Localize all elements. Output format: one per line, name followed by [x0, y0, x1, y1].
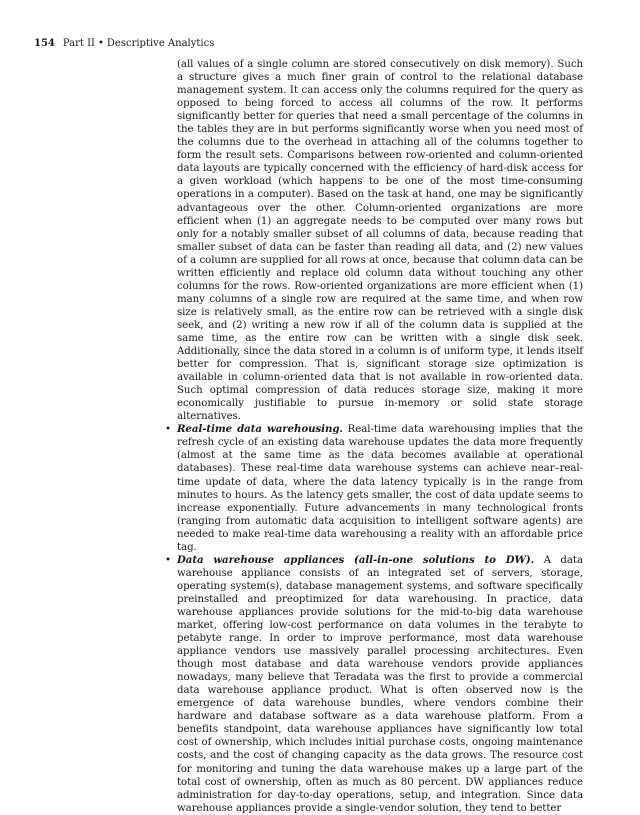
section-title: Descriptive Analytics — [106, 38, 215, 49]
body-text — [165, 58, 583, 815]
page-number: 154 — [34, 38, 55, 49]
bullet-item-real-time-dw — [165, 423, 583, 553]
bullet-title: Data warehouse appliances (all-in-one solutions to DW). — [177, 553, 535, 566]
intro-paragraph: (all values of a single column are stored consecutively on disk memory). Such a structure gives a much finer grain of control to the relational database management system. It can access only the columns required for the query as opposed to being forced to access all columns of the row. It performs significantly better for queries that need a small percentage of the columns in the tables they are in but performs significantly worse when you need most of the columns due to the overhead in attaching all of the columns together to form the result sets. Comparisons between row-oriented and column-oriented data layouts are typically concerned with the efficiency of hard-disk access for a given workload (which happens to be one of the most time-consuming operations in a computer). Based on the task at hand, one may be significantly advantageous over the other. Column-oriented organizations are more efficient when (1) an aggregate needs to be computed over many rows but only for a notably smaller subset of all columns of data, because reading that smaller subset of data can be faster than reading all data, and (2) new values of a column are supplied for all rows at once, because that column data can be written efficiently and replace old column data without touching any other columns for the rows. Row-oriented organizations are more efficient when (1) many columns of a single row are required at the same time, and when row size is relatively small, as the entire row can be retrieved with a single disk seek, and (2) writing a new row if all of the column data is supplied at the same time, as the entire row can be written with a single disk seek. Additionally, since the data stored in a column is of uniform type, it lends itself better for compression. That is, significant storage size optimization is available in column-oriented data that is not available in row-oriented data. Such optimal compression of data reduces storage size, making it more economically justifiable to pursue in-memory or solid state storage alternatives. — [177, 59, 583, 423]
bullet-marker: • — [165, 554, 171, 566]
header-separator: • — [98, 38, 104, 49]
bullet-marker: • — [165, 424, 171, 436]
bullet-item-dw-appliances — [165, 553, 583, 815]
running-head — [34, 38, 214, 50]
part-label: Part II — [62, 38, 95, 49]
bullet-title: Real-time data warehousing. — [177, 423, 343, 436]
bullet-text: A data warehouse appliance consists of an integrated set of servers, storage, operating system(s), database management systems, and software specifically preinstalled and preoptimized for data warehousing. In practice, data warehouse appliances provide solutions for the mid-to-big data warehouse market, offering low-cost performance on data volumes in the terabyte to petabyte range. In order to improve performance, most data warehouse appliance vendors use massively parallel processing architectures. Even though most database and data warehouse vendors provide appliances nowadays, many believe that Teradata was the first to provide a commercial data warehouse appliance product. What is often observed now is the emergence of data warehouse bundles, where vendors combine their hardware and database software as a data warehouse platform. From a benefits standpoint, data warehouse appliances have significantly low total cost of ownership, which includes initial purchase costs, ongoing maintenance costs, and the cost of changing capacity as the data grows. The resource cost for monitoring and tuning the data warehouse makes up a large part of the total cost of ownership, often as much as 80 percent. DW appliances reduce administration for day-to-day operations, setup, and integration. Since data warehouse appliances provide a single-vendor solution, they tend to better — [177, 554, 583, 814]
bullet-text: Real-time data warehousing implies that the refresh cycle of an existing data warehouse updates the data more frequently (almost at the same time as the data becomes available at operational databases). These real-time data warehouse systems can achieve near–real-time update of data, where the data latency typically is in the range from minutes to hours. As the latency gets smaller, the cost of data update seems to increase exponentially. Future advancements in many technological fronts (ranging from automatic data acquisition to intelligent software agents) are needed to make real-time data warehousing a reality with an affordable price tag. — [177, 424, 583, 553]
